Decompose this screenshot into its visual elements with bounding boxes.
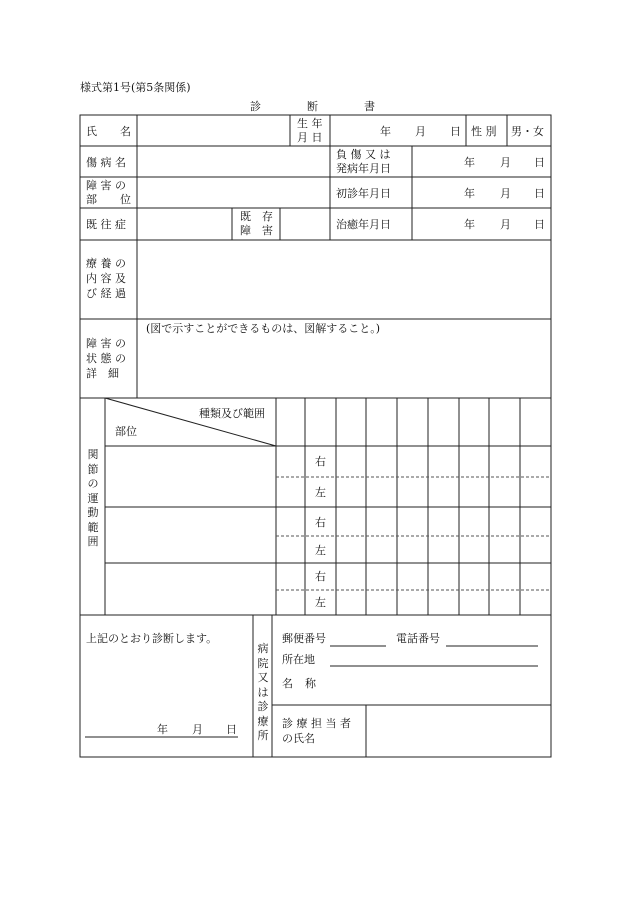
hospital-label-char: 療 bbox=[257, 714, 269, 728]
joint-2-left: 左 bbox=[315, 544, 326, 557]
cured-year: 年 bbox=[464, 218, 475, 231]
birth-day: 日 bbox=[450, 125, 461, 138]
cured-day: 日 bbox=[534, 218, 545, 231]
doctor-label-2: の氏名 bbox=[282, 732, 315, 745]
condition-label-1: 障 害 の bbox=[86, 337, 126, 350]
first-visit-day: 日 bbox=[534, 187, 545, 200]
joint-range-label-char: の bbox=[87, 477, 99, 491]
joint-1-left: 左 bbox=[315, 486, 326, 499]
joint-range-label-char: 節 bbox=[87, 462, 99, 476]
onset-label-1: 負 傷 又 は bbox=[336, 148, 391, 161]
history-label: 既 往 症 bbox=[86, 218, 126, 231]
onset-day: 日 bbox=[534, 156, 545, 169]
onset-month: 月 bbox=[500, 156, 511, 169]
joint-range-label-char: 囲 bbox=[87, 535, 99, 549]
doctor-label-1: 診 療 担 当 者 bbox=[282, 717, 351, 730]
joint-1-right: 右 bbox=[315, 455, 326, 468]
joint-range-label bbox=[86, 448, 100, 550]
title-char-2: 断 bbox=[307, 100, 318, 113]
hospital-label-char: 院 bbox=[257, 656, 269, 670]
joint-header-part: 部位 bbox=[115, 425, 137, 438]
treatment-label-3: び 経 過 bbox=[86, 287, 126, 300]
form-number: 様式第1号(第5条関係) bbox=[80, 81, 191, 94]
treatment-label-2: 内 容 及 bbox=[86, 272, 126, 285]
phone-label: 電話番号 bbox=[396, 632, 440, 645]
hospital-label-char: 診 bbox=[257, 700, 269, 714]
diagnosis-month: 月 bbox=[192, 723, 203, 736]
existing-label-1: 既 存 bbox=[240, 210, 273, 223]
hospital-label-char: 病 bbox=[257, 642, 269, 655]
hospital-label bbox=[256, 642, 270, 744]
injury-label: 傷 病 名 bbox=[86, 156, 126, 169]
diagnosis-statement: 上記のとおり診断します。 bbox=[86, 632, 218, 645]
form-border bbox=[80, 115, 551, 757]
first-visit-year: 年 bbox=[464, 187, 475, 200]
title-char-3: 書 bbox=[364, 100, 375, 113]
first-visit-label: 初診年月日 bbox=[336, 187, 391, 200]
hospital-label-char: 所 bbox=[257, 729, 269, 743]
joint-range-label-char: 範 bbox=[87, 520, 99, 534]
joint-range-label-char: 関 bbox=[87, 448, 99, 461]
onset-label-2: 発病年月日 bbox=[336, 162, 391, 175]
hospital-label-char: は bbox=[257, 685, 269, 699]
hospital-label-char: 又 bbox=[257, 671, 269, 685]
joint-2-right: 右 bbox=[315, 516, 326, 529]
existing-label-2: 障 害 bbox=[240, 224, 273, 237]
joint-range-label-char: 運 bbox=[87, 491, 99, 505]
onset-year: 年 bbox=[464, 156, 475, 169]
first-visit-month: 月 bbox=[500, 187, 511, 200]
part-label-2a: 部 bbox=[86, 193, 97, 206]
birth-label-1: 生 年 bbox=[297, 117, 323, 130]
condition-label-2: 状 態 の bbox=[86, 352, 126, 365]
diagnosis-day: 日 bbox=[226, 723, 237, 736]
address-label: 所在地 bbox=[282, 653, 315, 666]
facility-name-label-2: 称 bbox=[305, 677, 316, 690]
joint-header-type: 種類及び範囲 bbox=[199, 407, 265, 420]
sex-options[interactable]: 男・女 bbox=[511, 125, 544, 138]
joint-range-label-char: 動 bbox=[87, 506, 99, 520]
cured-month: 月 bbox=[500, 218, 511, 231]
joint-3-left: 左 bbox=[315, 596, 326, 609]
condition-note: (図で示すことができるものは、図解すること。) bbox=[146, 322, 381, 335]
title-char-1: 診 bbox=[250, 100, 261, 113]
cured-label: 治癒年月日 bbox=[336, 218, 391, 231]
condition-label-3: 詳 細 bbox=[86, 367, 119, 380]
name-label-2: 名 bbox=[120, 125, 131, 138]
facility-name-label-1: 名 bbox=[282, 677, 293, 690]
name-label-1: 氏 bbox=[86, 125, 97, 138]
diagnosis-year: 年 bbox=[157, 723, 168, 736]
part-label-2b: 位 bbox=[120, 193, 131, 206]
sex-label: 性 別 bbox=[471, 125, 497, 138]
birth-month: 月 bbox=[415, 125, 426, 138]
joint-3-right: 右 bbox=[315, 570, 326, 583]
birth-year: 年 bbox=[380, 125, 391, 138]
treatment-label-1: 療 養 の bbox=[86, 257, 126, 270]
postal-label: 郵便番号 bbox=[282, 632, 326, 645]
part-label-1: 障 害 の bbox=[86, 179, 126, 192]
birth-label-2: 月 日 bbox=[297, 131, 323, 144]
